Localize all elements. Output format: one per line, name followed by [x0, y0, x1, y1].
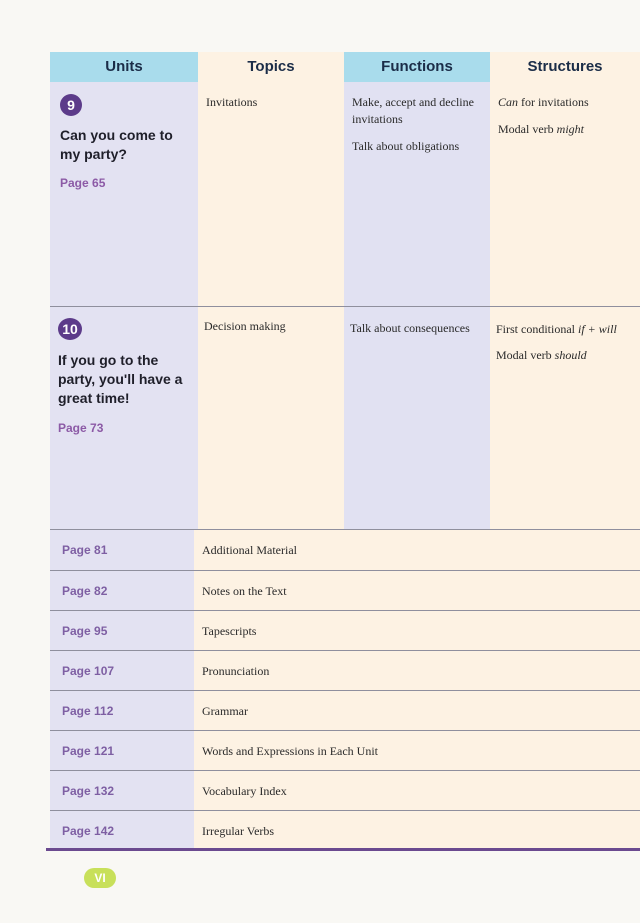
- topics-column: [198, 52, 344, 529]
- structure-text: for invitations: [518, 95, 589, 109]
- unit-topic: Invitations: [206, 95, 258, 109]
- reference-title: Grammar: [194, 691, 640, 731]
- reference-title: Tapescripts: [194, 611, 640, 651]
- reference-page: Page 132: [50, 771, 194, 811]
- unit-title: Can you come to my party?: [60, 127, 173, 162]
- header-units: Units: [50, 52, 198, 82]
- structure-italic: should: [554, 348, 587, 362]
- structure-text: Modal verb: [498, 122, 557, 136]
- reference-page: Page 112: [50, 691, 194, 731]
- reference-title: Vocabulary Index: [194, 771, 640, 811]
- reference-title: Notes on the Text: [194, 571, 640, 611]
- header-topics: Topics: [198, 52, 344, 82]
- structure-italic: if + will: [578, 322, 617, 336]
- unit-structure: [498, 121, 638, 138]
- unit-function: Talk about obligations: [352, 139, 460, 153]
- reference-title: Pronunciation: [194, 651, 640, 691]
- reference-title: Additional Material: [194, 530, 640, 570]
- reference-row: [50, 691, 640, 731]
- unit-number-badge: 10: [58, 318, 82, 340]
- unit-page: Page 73: [58, 421, 104, 435]
- unit-function: Talk about consequences: [350, 321, 470, 335]
- reference-row: [50, 571, 640, 611]
- unit-structure: [496, 321, 638, 338]
- structure-italic: might: [556, 122, 584, 136]
- unit-title: If you go to the party, you'll have a great time!: [58, 352, 183, 406]
- reference-row: [50, 771, 640, 811]
- unit-page: Page 65: [60, 176, 106, 190]
- reference-page: Page 82: [50, 571, 194, 611]
- reference-page: Page 95: [50, 611, 194, 651]
- page-number: VI: [84, 868, 116, 888]
- reference-row: [50, 811, 640, 851]
- reference-page: Page 121: [50, 731, 194, 771]
- unit-topic: Decision making: [204, 319, 286, 333]
- reference-title: Words and Expressions in Each Unit: [194, 731, 640, 771]
- reference-title: Irregular Verbs: [194, 811, 640, 851]
- units-column: [50, 52, 198, 529]
- reference-page: Page 142: [50, 811, 194, 851]
- structure-italic: Can: [498, 95, 519, 109]
- bottom-rule: [46, 848, 640, 851]
- row-divider: [50, 306, 640, 307]
- reference-page: Page 107: [50, 651, 194, 691]
- header-structures: Structures: [490, 52, 640, 82]
- reference-row: [50, 651, 640, 691]
- header-functions: Functions: [344, 52, 490, 82]
- unit-structure: [498, 94, 638, 111]
- unit-structure: [496, 347, 638, 364]
- unit-number-badge: 9: [60, 94, 82, 116]
- contents-table: [50, 52, 640, 849]
- unit-function: Make, accept and decline invitations: [352, 95, 474, 126]
- reference-row: [50, 530, 640, 570]
- reference-row: [50, 611, 640, 651]
- reference-row: [50, 731, 640, 771]
- structure-text: First conditional: [496, 322, 578, 336]
- structure-text: Modal verb: [496, 348, 555, 362]
- reference-page: Page 81: [50, 530, 194, 570]
